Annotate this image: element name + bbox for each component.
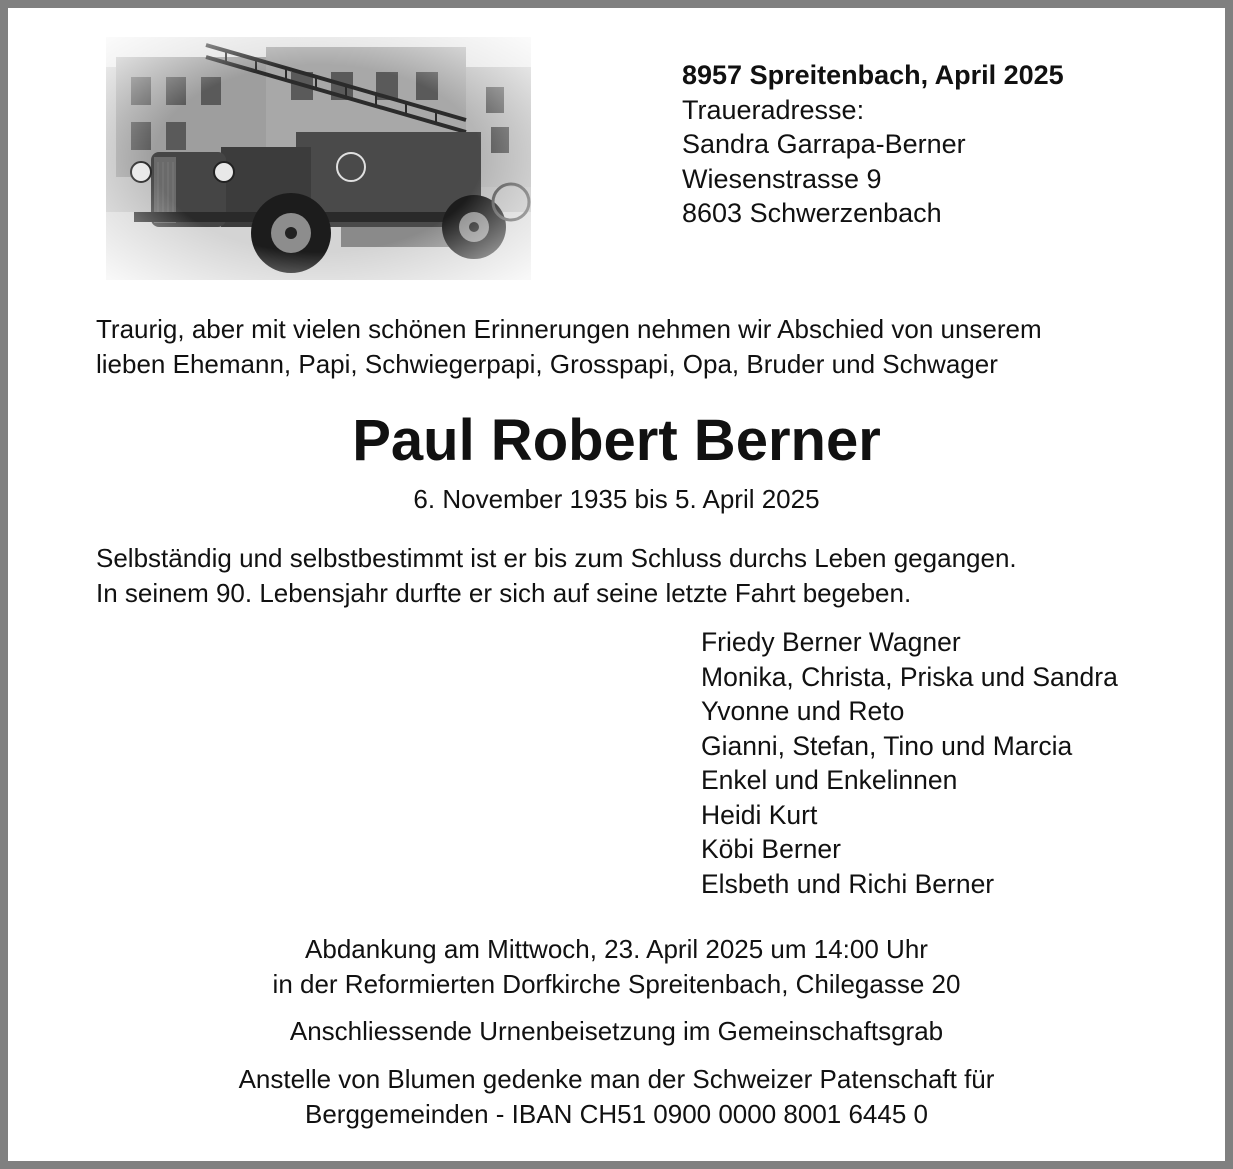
mourners-list [701, 625, 1118, 901]
intro-text [96, 312, 1176, 381]
mourner: Elsbeth und Richi Berner [701, 868, 995, 899]
urn-burial: Anschliessende Urnenbeisetzung im Gemeinschaftsgrab [289, 1016, 944, 1046]
service-line-1: Abdankung am Mittwoch, 23. April 2025 um 14:00 Uhr [305, 934, 928, 964]
address-street: Wiesenstrasse 9 [682, 163, 882, 194]
funeral-service [8, 932, 1225, 1002]
intro-line-1: Traurig, aber mit vielen schönen Erinnerungen nehmen wir Abschied von unserem [96, 314, 1042, 344]
obituary-page [8, 8, 1225, 1161]
intro-line-2: lieben Ehemann, Papi, Schwiegerpapi, Grosspapi, Opa, Bruder und Schwager [96, 348, 998, 379]
address-city: 8603 Schwerzenbach [682, 198, 942, 228]
donation-line-1: Anstelle von Blumen gedenke man der Schweizer Patenschaft für [238, 1064, 995, 1094]
donation-line-2: Berggemeinden - IBAN CH51 0900 0000 8001 6445 0 [305, 1099, 928, 1129]
fire-engine-photo [106, 37, 531, 280]
mourner: Yvonne und Reto [701, 696, 905, 726]
mourner: Monika, Christa, Priska und Sandra [701, 661, 1118, 692]
address-label: Traueradresse: [682, 94, 865, 125]
place-date: 8957 Spreitenbach, April 2025 [682, 60, 1064, 90]
mourner: Gianni, Stefan, Tino und Marcia [701, 730, 1073, 761]
mourning-address [682, 58, 1064, 231]
memorial-line-1: Selbständig und selbstbestimmt ist er bis zum Schluss durchs Leben gegangen. [96, 543, 1017, 573]
deceased-name: Paul Robert Berner [352, 408, 881, 473]
mourner: Köbi Berner [701, 834, 841, 864]
donation-note [8, 1062, 1225, 1132]
memorial-text [96, 541, 1176, 610]
service-line-2: in der Reformierten Dorfkirche Spreitenbach, Chilegasse 20 [272, 969, 961, 999]
mourner: Heidi Kurt [701, 799, 818, 830]
life-dates: 6. November 1935 bis 5. April 2025 [413, 484, 820, 514]
mourner: Friedy Berner Wagner [701, 627, 961, 657]
vintage-fire-engine-icon [106, 37, 531, 280]
address-name: Sandra Garrapa-Berner [682, 129, 966, 159]
mourner: Enkel und Enkelinnen [701, 765, 958, 795]
memorial-line-2: In seinem 90. Lebensjahr durfte er sich auf seine letzte Fahrt begeben. [96, 577, 912, 608]
